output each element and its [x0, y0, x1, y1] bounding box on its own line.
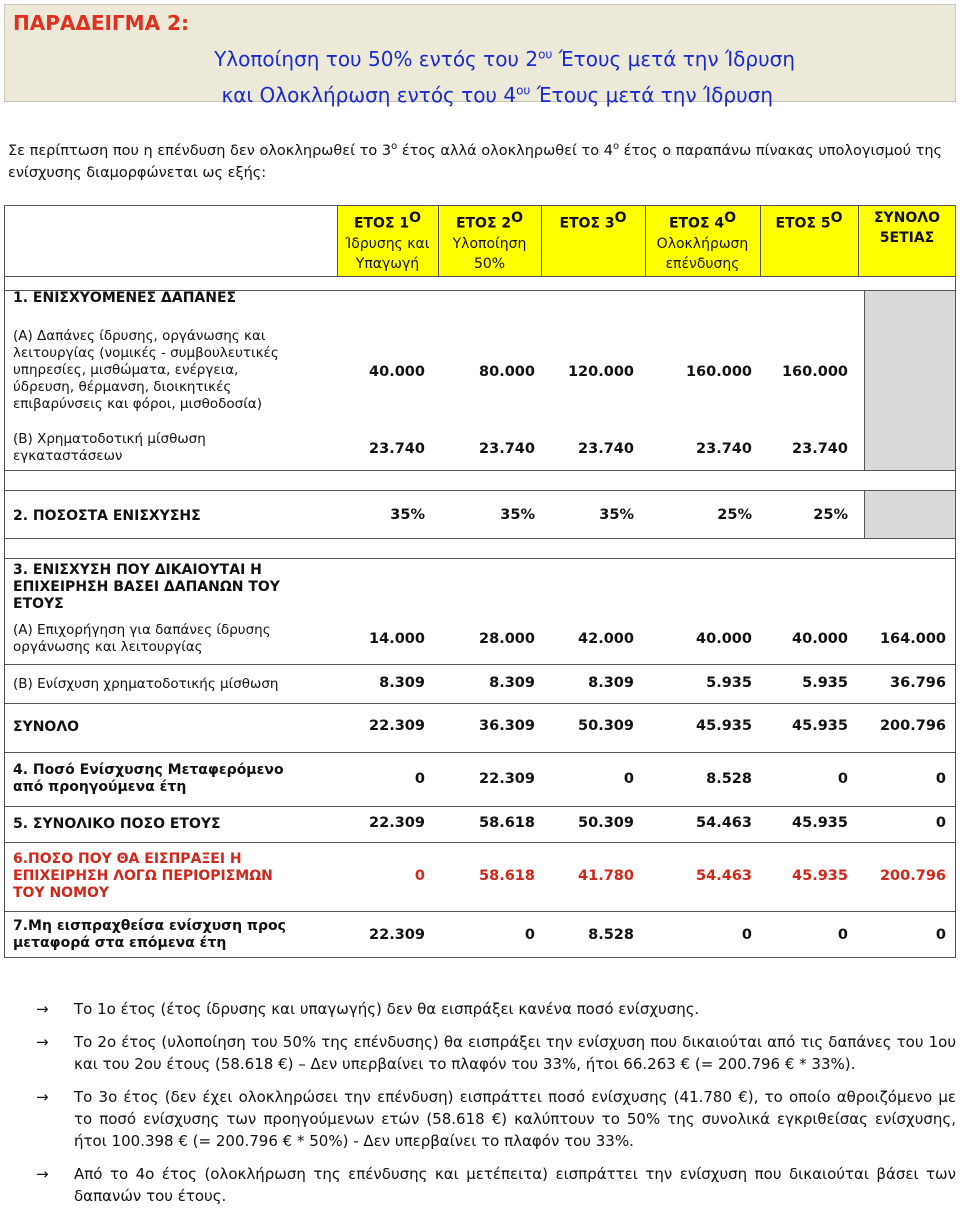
table-cell: 35%: [500, 507, 535, 523]
total-cell-grey: [864, 490, 956, 538]
total-cell-grey: [864, 290, 956, 470]
row-label-total: ΣΥΝΟΛΟ: [13, 719, 80, 735]
table-cell: 200.796: [879, 718, 946, 734]
table-cell: 160.000: [685, 364, 752, 380]
table-cell: 23.740: [792, 441, 848, 457]
table-cell: 22.309: [369, 815, 425, 831]
table-cell: 23.740: [369, 441, 425, 457]
table-cell: 0: [837, 771, 848, 787]
right-arrow-icon: →: [36, 1165, 49, 1183]
table-cell: 0: [414, 771, 425, 787]
table-cell: 0: [935, 815, 946, 831]
table-cell: 14.000: [369, 631, 425, 647]
table-cell: 200.796: [879, 868, 946, 884]
table-cell: 28.000: [479, 631, 535, 647]
list-item: → Το 2ο έτος (υλοποίηση του 50% της επένδυσης) θα εισπράξει την ενίσχυση που δικαιούται από τις δαπάνες του 1ου και του 2ου έτους (58.618 €) – Δεν υπερβαίνει το πλαφόν του 33%, ήτοι 66.263 € (= 200.796 € * 33%).: [36, 1033, 956, 1073]
table-cell: 50.309: [578, 718, 634, 734]
table-cell: 40.000: [369, 364, 425, 380]
table-cell: 0: [414, 868, 425, 884]
header-year-5: ΕΤΟΣ $5^O$: [775, 210, 843, 232]
table-cell: 22.309: [369, 927, 425, 943]
table-cell: 0: [524, 927, 535, 943]
row-label-eligible-expenses: 1. ΕΝΙΣΧΥΟΜΕΝΕΣ ΔΑΠΑΝΕΣ: [13, 290, 237, 306]
table-cell: 120.000: [567, 364, 634, 380]
table-cell: 8.309: [379, 675, 425, 691]
table-cell: 8.528: [588, 927, 634, 943]
header-year-3: ΕΤΟΣ $3^O$: [559, 210, 627, 232]
table-cell: 5.935: [706, 675, 752, 691]
header-year-1: ΕΤΟΣ $1^O$ Ίδρυσης και Υπαγωγή: [345, 210, 430, 272]
table-cell: 22.309: [369, 718, 425, 734]
table-cell: 41.780: [578, 868, 634, 884]
row-label-leasing: (Β) Χρηματοδοτική μίσθωση εγκαταστάσεων: [13, 431, 206, 464]
table-cell: 0: [741, 927, 752, 943]
row-label-amount-received: 6.ΠΟΣΟ ΠΟΥ ΘΑ ΕΙΣΠΡΑΞΕΙ Η ΕΠΙΧΕΙΡΗΣΗ ΛΟΓΩ ΠΕΡΙΟΡΙΣΜΩΝ ΤΟΥ ΝΟΜΟΥ: [13, 851, 273, 901]
table-cell: 58.618: [479, 815, 535, 831]
subtitle-line-1: Υλοποίηση του 50% εντός του $2^{o\upsilon}$ Έτους μετά την Ίδρυση: [214, 47, 795, 71]
example-banner: [4, 4, 956, 107]
table-cell: 0: [837, 927, 848, 943]
row-label-entitled-aid: 3. ΕΝΙΣΧΥΣΗ ΠΟΥ ΔΙΚΑΙΟΥΤΑΙ Η ΕΠΙΧΕΙΡΗΣΗ ΒΑΣΕΙ ΔΑΠΑΝΩΝ ΤΟΥ ΕΤΟΥΣ: [13, 562, 280, 612]
table-cell: 23.740: [696, 441, 752, 457]
right-arrow-icon: →: [36, 1033, 49, 1051]
table-cell: 164.000: [879, 631, 946, 647]
list-item: → Το 3ο έτος (δεν έχει ολοκληρώσει την επένδυση) εισπράττει ποσό ενίσχυσης (41.780 €), το οποίο αθροιζόμενο με το ποσό ενίσχυσης των προηγούμενων ετών (58.618 €) καλύπτουν το 50% της συνολικά εγκριθείσας ενίσχυσης, ήτοι 100.398 € (= 200.796 € * 50%) - Δεν υπερβαίνει το πλαφόν του 33%.: [36, 1088, 956, 1150]
subtitle-line-2: και Ολοκλήρωση εντός του $4^{o\upsilon}$ Έτους μετά την Ίδρυση: [221, 83, 773, 107]
example-title: ΠΑΡΑΔΕΙΓΜΑ 2:: [13, 11, 189, 35]
table-cell: 54.463: [696, 868, 752, 884]
table-cell: 8.528: [706, 771, 752, 787]
table-cell: 0: [935, 771, 946, 787]
table-cell: 45.935: [696, 718, 752, 734]
intro-paragraph: Σε περίπτωση που η επένδυση δεν ολοκληρωθεί το $3^o$ έτος αλλά ολοκληρωθεί το $4^o$ έτος ο παραπάνω πίνακας υπολογισμού της ενίσχυσης διαμορφώνεται ως εξής:: [8, 141, 943, 181]
row-label-carried-over: 4. Ποσό Ενίσχυσης Μεταφερόμενο από προηγούμενα έτη: [13, 762, 284, 795]
header-year-2: ΕΤΟΣ $2^O$ Υλοποίηση 50%: [452, 210, 527, 272]
header-year-4: ΕΤΟΣ $4^O$ Ολοκλήρωση επένδυσης: [656, 210, 749, 272]
table-cell: 40.000: [792, 631, 848, 647]
table-cell: 25%: [813, 507, 848, 523]
table-cell: 23.740: [479, 441, 535, 457]
list-item: → Το 1ο έτος (έτος ίδρυσης και υπαγωγής) δεν θα εισπράξει κανένα ποσό ενίσχυσης.: [36, 1000, 700, 1018]
row-label-aid-rates: 2. ΠΟΣΟΣΤΑ ΕΝΙΣΧΥΣΗΣ: [13, 508, 201, 524]
right-arrow-icon: →: [36, 1000, 49, 1018]
table-cell: 0: [623, 771, 634, 787]
table-cell: 36.796: [890, 675, 946, 691]
right-arrow-icon: →: [36, 1088, 49, 1106]
table-cell: 8.309: [489, 675, 535, 691]
row-label-year-total: 5. ΣΥΝΟΛΙΚΟ ΠΟΣΟ ΕΤΟΥΣ: [13, 816, 221, 832]
table-cell: 50.309: [578, 815, 634, 831]
table-cell: 42.000: [578, 631, 634, 647]
table-cell: 0: [935, 927, 946, 943]
table-cell: 54.463: [696, 815, 752, 831]
list-item: → Από το 4ο έτος (ολοκλήρωση της επένδυσης και μετέπειτα) εισπράττει την ενίσχυση που δικαιούται βάσει των δαπανών του έτους.: [36, 1165, 956, 1205]
table-cell: 45.935: [792, 815, 848, 831]
table-cell: 40.000: [696, 631, 752, 647]
header-total: ΣΥΝΟΛΟ 5ΕΤΙΑΣ: [873, 210, 941, 246]
table-cell: 22.309: [479, 771, 535, 787]
table-cell: 5.935: [802, 675, 848, 691]
table-cell: 45.935: [792, 868, 848, 884]
table-cell: 45.935: [792, 718, 848, 734]
table-cell: 160.000: [781, 364, 848, 380]
notes-list: [36, 998, 956, 1218]
row-label-setup-expenses: (Α) Δαπάνες ίδρυσης, οργάνωσης και λειτουργίας (νομικές - συμβουλευτικές υπηρεσίες, μισθώματα, ενέργεια, ύδρευση, θέρμανση, διοικητικές επιβαρύνσεις και φόροι, μισθοδοσία): [13, 328, 279, 412]
table-cell: 35%: [599, 507, 634, 523]
table-cell: 58.618: [479, 868, 535, 884]
table-cell: 25%: [717, 507, 752, 523]
table-cell: 35%: [390, 507, 425, 523]
table-cell: 8.309: [588, 675, 634, 691]
table-cell: 23.740: [578, 441, 634, 457]
table-cell: 36.309: [479, 718, 535, 734]
row-label-leasing-aid: (Β) Ενίσχυση χρηματοδοτικής μίσθωση: [13, 676, 279, 692]
row-label-uncollected: 7.Μη εισπραχθείσα ενίσχυση προς μεταφορά στα επόμενα έτη: [13, 918, 286, 951]
row-label-grant: (Α) Επιχορήγηση για δαπάνες ίδρυσης οργάνωσης και λειτουργίας: [13, 622, 271, 655]
table-cell: 80.000: [479, 364, 535, 380]
